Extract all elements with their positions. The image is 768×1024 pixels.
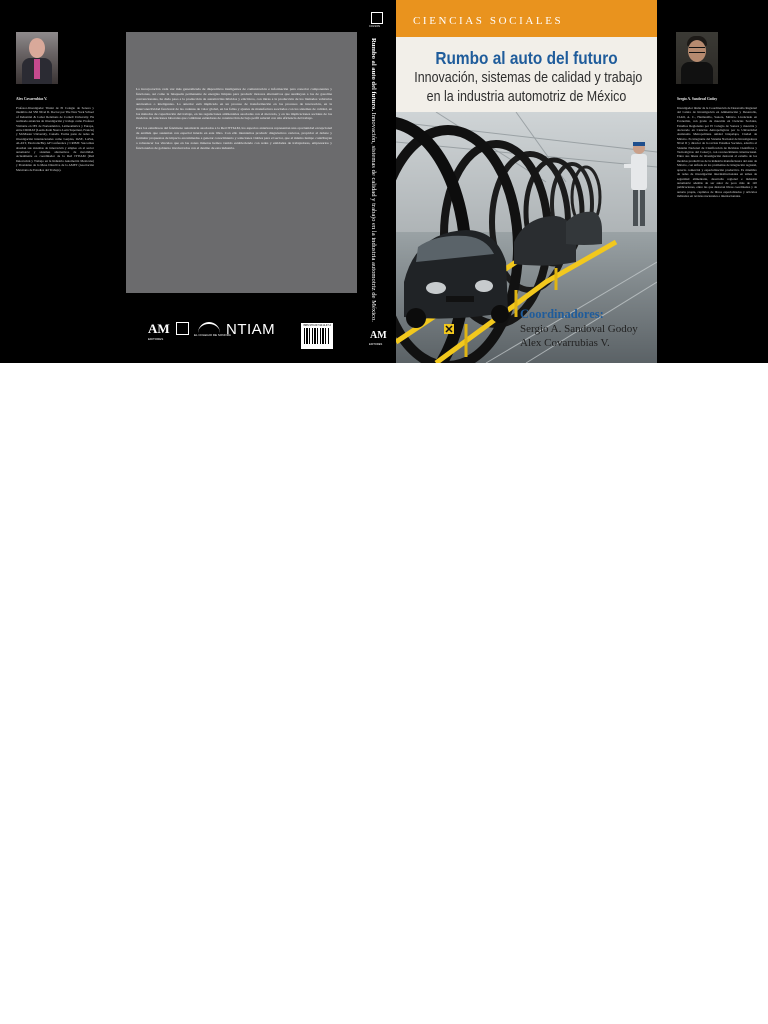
author-photo-right [676,32,718,84]
back-cover [126,32,357,293]
coordinator-2: Alex Covarrubias V. [520,337,610,349]
coordinators-label: Coordinadores: [520,307,604,321]
isbn-barcode [301,323,333,349]
back-paragraph-2: Para los estudiosos del fenómeno automotriz asociados a la Red ITTIAM, los aspectos anteriores representan una oportunidad excepcional de análisis que sustentan con especial interés en este libro. Con ello intentamos producir diagnósticos certeros, propiciar el debate y formular propuestas de impacto encaminadas a generar conocimiento y soluciones viables para el sector, que al mismo tiempo contribuyan a robustecer los vínculos que en las zonas mineras hemos venido estableciendo con redes y entidades de trabajadores, empresarios y funcionarios de gobierno involucrados con el destino de esta industria. [136,126,332,150]
series-band [396,0,657,37]
spine [357,0,396,363]
am-editores-logo: AM [148,321,170,336]
spine-title [370,38,377,322]
coordinator-1: Sergio A. Sandoval Godoy [520,323,638,335]
spine-am-sub: EDITORES [369,343,383,346]
author-photo-left [16,32,58,84]
book-subtitle-line-2: en la industria automotriz de México [426,89,627,105]
colson-logo-icon [176,322,189,335]
spine-title-rest: Innovación, sistemas de calidad y trabajo en la industria automotriz de México. [370,110,377,322]
left-author-bio: Profesor-Investigador Titular de El Colegio de Sonora y miembro del SNI Nivel II. Doctor por The New York School of Industrial & Labor Relations de Cornell University. Ha realizado estancias de investigación y trabajo como Profesor Visitante en IES de Norteamérica, Latinoamérica y Europa, entre CRIMAT (Leeds-Koln Nuevo León Superieur, Francia) y McMaster University, Canadá. Forma parte de redes de investigación internacionales como Gerpisa, IASE, LASA, ALAST, ElectronicBay AP Conference y CRIMT. Sus temas abordan sus sistemas de innovación y empleo en el sector automotriz y sistemas alternativos de movilidad. Actualmente es coordinador de la Red ITTIAM (Red Innovación y Trabajo en la Industria Automotriz Mexicana) y Presidente de la Mesa Directiva de la AMET (Asociación Mexicana de Estudios del Trabajo). [16,106,94,172]
isbn-number: ISBN 978-607-9412-97-4 [303,324,331,327]
book-jacket [0,0,768,363]
back-cover-text [136,87,332,156]
barcode-bars-icon [304,328,330,344]
series-label: CIENCIAS SOCIALES [413,15,564,27]
spine-publisher-sub: COLSON [369,25,380,28]
book-subtitle-line-1: Innovación, sistemas de calidad y trabajo [414,70,643,86]
colegio-logo-text: EL COLEGIO DE SONORA [194,333,231,337]
author-tie [34,59,40,79]
right-author-name: Sergio A. Sandoval Godoy [677,97,718,101]
ntiam-logo: NTIAM [226,321,276,338]
am-editores-sub: EDITORES [148,337,164,341]
book-title: Rumbo al auto del futuro [435,48,618,68]
publisher-logos [126,293,357,363]
back-paragraph-1: La incorporación cada vez más generalizada de dispositivos inteligentes de comunicación e información para conectar componentes y funciones, así como la búsqueda permanente de energías limpias para producir motores alternativos que sustituyan a los de gasolina convencionales, ha dado paso a la producción de automóviles híbridos y eléctricos, con miras a la producción de los llamados vehículos autónomos o inteligentes. Lo anterior está implicado en un proceso de transformación en los procesos de innovación, en la interconectividad funcional de las cadenas de valor global, en las fallas y ajustes de manufactura asociados con los sistemas de calidad, en los métodos de capacitación del trabajo, en las regulaciones ambientales asociadas con el mercado, y en las implicaciones sociales de los modelos de relaciones laborales que combinan estándares de construcción de bajo perfil salarial con alta eficiencia del trabajo. [136,87,332,121]
right-flap [657,0,768,363]
author-shirt [681,62,713,84]
spine-title-bold: Rumbo al auto del futuro. [370,38,377,111]
spine-am-logo: AM [370,330,387,341]
right-author-bio: Investigador titular de la Coordinación de Desarrollo Regional del Centro de Investigación en Alimentación y Desarrollo, CIAD, A. C., Hermosillo, Sonora, México. Licenciado en Economía, con grado de maestría en Ciencias Sociales, Estudios Regionales por El Colegio de Sonora y maestría y doctorado en Ciencias Antropológicas por la Universidad Autónoma Metropolitana unidad Iztapalapa, Ciudad de México. Es integrante del Sistema Nacional de Investigadores Nivel II y director de la revista Estudios Sociales, adscrita al Sistema Nacional de Clasificación de Revistas Científicas y Tecnológicas del Conacyt, con reconocimiento internacional. Entre sus líneas de investigación destacan el estudio de los modelos productivos de la industria manufacturera del auto de México, con énfasis en los problemas de integración regional, aprecio comercial y especialización productiva. Es miembro de redes de investigación interinstitucionales en temas de seguridad alimentaria, desarrollo regional e industria automotriz además de ser autor de poco más de 120 publicaciones, entre las que destacan libros coordinados y de autoría propia, capítulos de libros especializados y artículos indizados en revistas nacionales e internacionales. [677,106,757,199]
left-author-name: Alex Covarrubias V. [16,97,48,101]
author-glasses-icon [689,47,705,53]
front-cover [396,0,657,363]
author-face [29,38,45,58]
left-flap [0,0,126,363]
spine-publisher-logo-icon [371,12,383,24]
